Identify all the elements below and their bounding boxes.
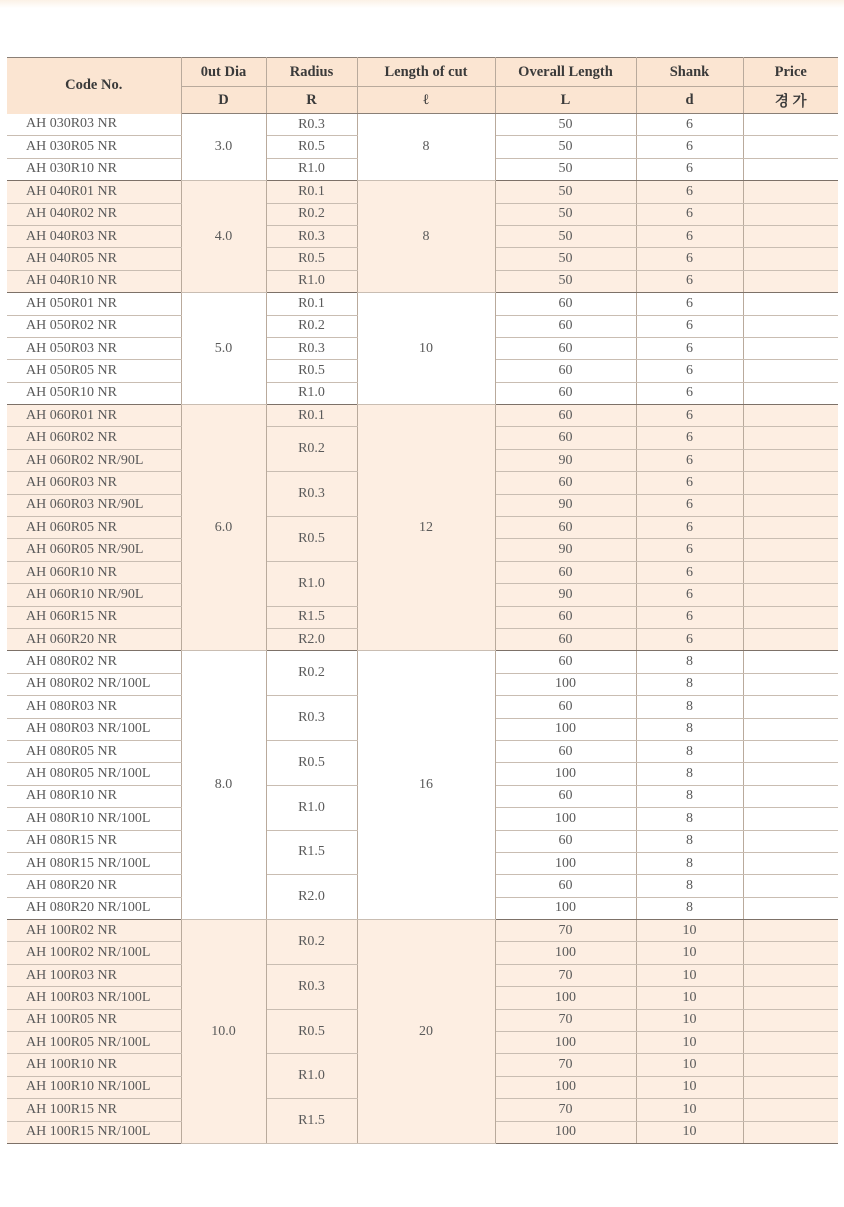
price-cell xyxy=(743,987,838,1009)
price-cell xyxy=(743,472,838,494)
code-no-cell: AH 060R03 NR/90L xyxy=(7,494,181,516)
header-code-no: Code No. xyxy=(7,58,181,114)
shank-cell: 8 xyxy=(636,696,743,718)
code-no-cell: AH 060R05 NR xyxy=(7,517,181,539)
overall-length-cell: 90 xyxy=(495,449,636,471)
overall-length-cell: 100 xyxy=(495,673,636,695)
header-symbol-l: ℓ xyxy=(357,87,495,114)
overall-length-cell: 50 xyxy=(495,114,636,136)
code-no-cell: AH 080R15 NR xyxy=(7,830,181,852)
code-no-cell: AH 060R20 NR xyxy=(7,628,181,650)
overall-length-cell: 100 xyxy=(495,1076,636,1098)
radius-cell: R0.1 xyxy=(266,405,357,427)
price-cell xyxy=(743,337,838,359)
out-dia-cell: 8.0 xyxy=(181,651,266,920)
table-header xyxy=(7,58,838,114)
price-cell xyxy=(743,1032,838,1054)
shank-cell: 6 xyxy=(636,181,743,203)
shank-cell: 6 xyxy=(636,315,743,337)
page-top-strip xyxy=(0,0,844,8)
overall-length-cell: 60 xyxy=(495,561,636,583)
code-no-cell: AH 100R03 NR xyxy=(7,964,181,986)
price-cell xyxy=(743,225,838,247)
shank-cell: 8 xyxy=(636,673,743,695)
price-cell xyxy=(743,942,838,964)
code-no-cell: AH 050R10 NR xyxy=(7,382,181,404)
radius-cell: R0.2 xyxy=(266,315,357,337)
price-cell xyxy=(743,248,838,270)
radius-cell: R0.5 xyxy=(266,248,357,270)
overall-length-cell: 70 xyxy=(495,1009,636,1031)
price-cell xyxy=(743,561,838,583)
price-cell xyxy=(743,628,838,650)
out-dia-cell: 10.0 xyxy=(181,920,266,1144)
radius-cell: R0.3 xyxy=(266,964,357,1009)
shank-cell: 10 xyxy=(636,1054,743,1076)
shank-cell: 10 xyxy=(636,942,743,964)
shank-cell: 8 xyxy=(636,718,743,740)
radius-cell: R0.3 xyxy=(266,696,357,741)
radius-cell: R0.3 xyxy=(266,225,357,247)
code-no-cell: AH 100R15 NR/100L xyxy=(7,1121,181,1143)
price-cell xyxy=(743,696,838,718)
price-cell xyxy=(743,852,838,874)
radius-cell: R0.3 xyxy=(266,114,357,136)
header-radius: Radius xyxy=(266,58,357,87)
overall-length-cell: 60 xyxy=(495,830,636,852)
table-row xyxy=(7,181,838,203)
overall-length-cell: 60 xyxy=(495,651,636,673)
header-symbol-shank-d: d xyxy=(636,87,743,114)
shank-cell: 10 xyxy=(636,1032,743,1054)
radius-cell: R0.5 xyxy=(266,1009,357,1054)
price-cell xyxy=(743,136,838,158)
shank-cell: 6 xyxy=(636,561,743,583)
code-no-cell: AH 100R10 NR xyxy=(7,1054,181,1076)
code-no-cell: AH 040R03 NR xyxy=(7,225,181,247)
overall-length-cell: 100 xyxy=(495,1032,636,1054)
shank-cell: 10 xyxy=(636,1076,743,1098)
table-body xyxy=(7,114,838,1144)
price-cell xyxy=(743,1054,838,1076)
radius-cell: R1.5 xyxy=(266,1099,357,1144)
radius-cell: R1.0 xyxy=(266,270,357,292)
code-no-cell: AH 040R05 NR xyxy=(7,248,181,270)
overall-length-cell: 60 xyxy=(495,315,636,337)
price-cell xyxy=(743,315,838,337)
shank-cell: 8 xyxy=(636,852,743,874)
overall-length-cell: 100 xyxy=(495,852,636,874)
radius-cell: R0.3 xyxy=(266,337,357,359)
price-cell xyxy=(743,1099,838,1121)
radius-cell: R0.2 xyxy=(266,920,357,965)
radius-cell: R0.2 xyxy=(266,427,357,472)
shank-cell: 8 xyxy=(636,830,743,852)
shank-cell: 6 xyxy=(636,405,743,427)
code-no-cell: AH 100R02 NR/100L xyxy=(7,942,181,964)
shank-cell: 6 xyxy=(636,472,743,494)
radius-cell: R0.5 xyxy=(266,740,357,785)
radius-cell: R0.1 xyxy=(266,181,357,203)
code-no-cell: AH 040R02 NR xyxy=(7,203,181,225)
shank-cell: 6 xyxy=(636,203,743,225)
overall-length-cell: 100 xyxy=(495,808,636,830)
price-cell xyxy=(743,718,838,740)
shank-cell: 6 xyxy=(636,248,743,270)
price-cell xyxy=(743,114,838,136)
header-symbol-price: 경 가 xyxy=(743,87,838,114)
price-cell xyxy=(743,382,838,404)
shank-cell: 10 xyxy=(636,1099,743,1121)
code-no-cell: AH 050R01 NR xyxy=(7,293,181,315)
header-length-of-cut: Length of cut xyxy=(357,58,495,87)
length-of-cut-cell: 16 xyxy=(357,651,495,920)
shank-cell: 6 xyxy=(636,449,743,471)
price-cell xyxy=(743,517,838,539)
code-no-cell: AH 100R05 NR xyxy=(7,1009,181,1031)
code-no-cell: AH 100R10 NR/100L xyxy=(7,1076,181,1098)
header-symbol-overall-l: L xyxy=(495,87,636,114)
shank-cell: 8 xyxy=(636,763,743,785)
radius-cell: R1.0 xyxy=(266,382,357,404)
overall-length-cell: 100 xyxy=(495,1121,636,1143)
price-cell xyxy=(743,875,838,897)
code-no-cell: AH 080R03 NR xyxy=(7,696,181,718)
price-cell xyxy=(743,830,838,852)
code-no-cell: AH 080R20 NR xyxy=(7,875,181,897)
code-no-cell: AH 100R05 NR/100L xyxy=(7,1032,181,1054)
code-no-cell: AH 030R10 NR xyxy=(7,158,181,180)
overall-length-cell: 60 xyxy=(495,472,636,494)
code-no-cell: AH 080R03 NR/100L xyxy=(7,718,181,740)
overall-length-cell: 60 xyxy=(495,740,636,762)
price-cell xyxy=(743,539,838,561)
overall-length-cell: 100 xyxy=(495,897,636,919)
code-no-cell: AH 080R15 NR/100L xyxy=(7,852,181,874)
price-cell xyxy=(743,360,838,382)
code-no-cell: AH 060R15 NR xyxy=(7,606,181,628)
price-cell xyxy=(743,1009,838,1031)
price-cell xyxy=(743,785,838,807)
shank-cell: 6 xyxy=(636,158,743,180)
radius-cell: R0.3 xyxy=(266,472,357,517)
shank-cell: 6 xyxy=(636,606,743,628)
price-cell xyxy=(743,427,838,449)
overall-length-cell: 60 xyxy=(495,696,636,718)
shank-cell: 6 xyxy=(636,270,743,292)
price-cell xyxy=(743,494,838,516)
radius-cell: R0.1 xyxy=(266,293,357,315)
shank-cell: 6 xyxy=(636,427,743,449)
overall-length-cell: 90 xyxy=(495,539,636,561)
code-no-cell: AH 060R03 NR xyxy=(7,472,181,494)
price-cell xyxy=(743,606,838,628)
shank-cell: 8 xyxy=(636,808,743,830)
radius-cell: R0.5 xyxy=(266,360,357,382)
code-no-cell: AH 100R03 NR/100L xyxy=(7,987,181,1009)
shank-cell: 6 xyxy=(636,584,743,606)
length-of-cut-cell: 12 xyxy=(357,405,495,651)
shank-cell: 10 xyxy=(636,1121,743,1143)
price-cell xyxy=(743,808,838,830)
price-cell xyxy=(743,158,838,180)
overall-length-cell: 60 xyxy=(495,293,636,315)
overall-length-cell: 90 xyxy=(495,494,636,516)
table-row xyxy=(7,920,838,942)
radius-cell: R1.0 xyxy=(266,785,357,830)
shank-cell: 8 xyxy=(636,785,743,807)
overall-length-cell: 50 xyxy=(495,248,636,270)
code-no-cell: AH 080R10 NR xyxy=(7,785,181,807)
code-no-cell: AH 060R02 NR/90L xyxy=(7,449,181,471)
table-row xyxy=(7,651,838,673)
header-out-dia: 0ut Dia xyxy=(181,58,266,87)
overall-length-cell: 70 xyxy=(495,1099,636,1121)
shank-cell: 6 xyxy=(636,136,743,158)
code-no-cell: AH 080R10 NR/100L xyxy=(7,808,181,830)
overall-length-cell: 100 xyxy=(495,942,636,964)
shank-cell: 10 xyxy=(636,987,743,1009)
radius-cell: R1.0 xyxy=(266,158,357,180)
header-overall-length: Overall Length xyxy=(495,58,636,87)
radius-cell: R2.0 xyxy=(266,628,357,650)
overall-length-cell: 60 xyxy=(495,606,636,628)
price-cell xyxy=(743,293,838,315)
overall-length-cell: 60 xyxy=(495,427,636,449)
code-no-cell: AH 060R01 NR xyxy=(7,405,181,427)
code-no-cell: AH 060R02 NR xyxy=(7,427,181,449)
overall-length-cell: 50 xyxy=(495,225,636,247)
code-no-cell: AH 080R05 NR xyxy=(7,740,181,762)
code-no-cell: AH 050R05 NR xyxy=(7,360,181,382)
price-cell xyxy=(743,270,838,292)
radius-cell: R1.0 xyxy=(266,1054,357,1099)
price-cell xyxy=(743,449,838,471)
price-cell xyxy=(743,203,838,225)
overall-length-cell: 60 xyxy=(495,875,636,897)
price-cell xyxy=(743,897,838,919)
header-symbol-d: D xyxy=(181,87,266,114)
code-no-cell: AH 080R02 NR/100L xyxy=(7,673,181,695)
shank-cell: 6 xyxy=(636,293,743,315)
radius-cell: R0.5 xyxy=(266,136,357,158)
shank-cell: 6 xyxy=(636,225,743,247)
shank-cell: 8 xyxy=(636,740,743,762)
code-no-cell: AH 060R05 NR/90L xyxy=(7,539,181,561)
shank-cell: 6 xyxy=(636,114,743,136)
price-cell xyxy=(743,405,838,427)
overall-length-cell: 100 xyxy=(495,987,636,1009)
out-dia-cell: 6.0 xyxy=(181,405,266,651)
code-no-cell: AH 050R02 NR xyxy=(7,315,181,337)
price-cell xyxy=(743,651,838,673)
overall-length-cell: 50 xyxy=(495,181,636,203)
code-no-cell: AH 060R10 NR/90L xyxy=(7,584,181,606)
shank-cell: 6 xyxy=(636,517,743,539)
overall-length-cell: 60 xyxy=(495,382,636,404)
overall-length-cell: 60 xyxy=(495,405,636,427)
code-no-cell: AH 050R03 NR xyxy=(7,337,181,359)
shank-cell: 8 xyxy=(636,897,743,919)
out-dia-cell: 3.0 xyxy=(181,114,266,181)
overall-length-cell: 60 xyxy=(495,785,636,807)
shank-cell: 6 xyxy=(636,539,743,561)
shank-cell: 6 xyxy=(636,494,743,516)
overall-length-cell: 50 xyxy=(495,158,636,180)
overall-length-cell: 70 xyxy=(495,1054,636,1076)
radius-cell: R1.5 xyxy=(266,830,357,875)
overall-length-cell: 60 xyxy=(495,360,636,382)
overall-length-cell: 60 xyxy=(495,628,636,650)
overall-length-cell: 70 xyxy=(495,964,636,986)
price-cell xyxy=(743,1121,838,1143)
price-cell xyxy=(743,763,838,785)
radius-cell: R2.0 xyxy=(266,875,357,920)
overall-length-cell: 60 xyxy=(495,337,636,359)
shank-cell: 6 xyxy=(636,360,743,382)
overall-length-cell: 60 xyxy=(495,517,636,539)
table-row xyxy=(7,293,838,315)
price-cell xyxy=(743,1076,838,1098)
shank-cell: 6 xyxy=(636,382,743,404)
header-symbol-r: R xyxy=(266,87,357,114)
price-cell xyxy=(743,181,838,203)
shank-cell: 6 xyxy=(636,337,743,359)
length-of-cut-cell: 8 xyxy=(357,114,495,181)
length-of-cut-cell: 10 xyxy=(357,293,495,405)
header-price: Price xyxy=(743,58,838,87)
price-cell xyxy=(743,740,838,762)
price-cell xyxy=(743,673,838,695)
price-cell xyxy=(743,920,838,942)
price-cell xyxy=(743,964,838,986)
length-of-cut-cell: 20 xyxy=(357,920,495,1144)
code-no-cell: AH 060R10 NR xyxy=(7,561,181,583)
code-no-cell: AH 040R10 NR xyxy=(7,270,181,292)
header-shank: Shank xyxy=(636,58,743,87)
radius-cell: R1.0 xyxy=(266,561,357,606)
price-cell xyxy=(743,584,838,606)
radius-cell: R1.5 xyxy=(266,606,357,628)
table-row xyxy=(7,405,838,427)
overall-length-cell: 70 xyxy=(495,920,636,942)
out-dia-cell: 4.0 xyxy=(181,181,266,293)
shank-cell: 10 xyxy=(636,1009,743,1031)
radius-cell: R0.2 xyxy=(266,651,357,696)
shank-cell: 10 xyxy=(636,964,743,986)
code-no-cell: AH 030R05 NR xyxy=(7,136,181,158)
code-no-cell: AH 100R15 NR xyxy=(7,1099,181,1121)
out-dia-cell: 5.0 xyxy=(181,293,266,405)
code-no-cell: AH 080R05 NR/100L xyxy=(7,763,181,785)
shank-cell: 8 xyxy=(636,875,743,897)
shank-cell: 8 xyxy=(636,651,743,673)
shank-cell: 10 xyxy=(636,920,743,942)
radius-cell: R0.5 xyxy=(266,517,357,562)
code-no-cell: AH 030R03 NR xyxy=(7,114,181,136)
code-no-cell: AH 040R01 NR xyxy=(7,181,181,203)
overall-length-cell: 100 xyxy=(495,763,636,785)
spec-table xyxy=(7,57,838,1144)
radius-cell: R0.2 xyxy=(266,203,357,225)
shank-cell: 6 xyxy=(636,628,743,650)
overall-length-cell: 90 xyxy=(495,584,636,606)
overall-length-cell: 50 xyxy=(495,203,636,225)
code-no-cell: AH 080R20 NR/100L xyxy=(7,897,181,919)
overall-length-cell: 50 xyxy=(495,270,636,292)
table-row xyxy=(7,114,838,136)
overall-length-cell: 50 xyxy=(495,136,636,158)
overall-length-cell: 100 xyxy=(495,718,636,740)
code-no-cell: AH 080R02 NR xyxy=(7,651,181,673)
length-of-cut-cell: 8 xyxy=(357,181,495,293)
code-no-cell: AH 100R02 NR xyxy=(7,920,181,942)
